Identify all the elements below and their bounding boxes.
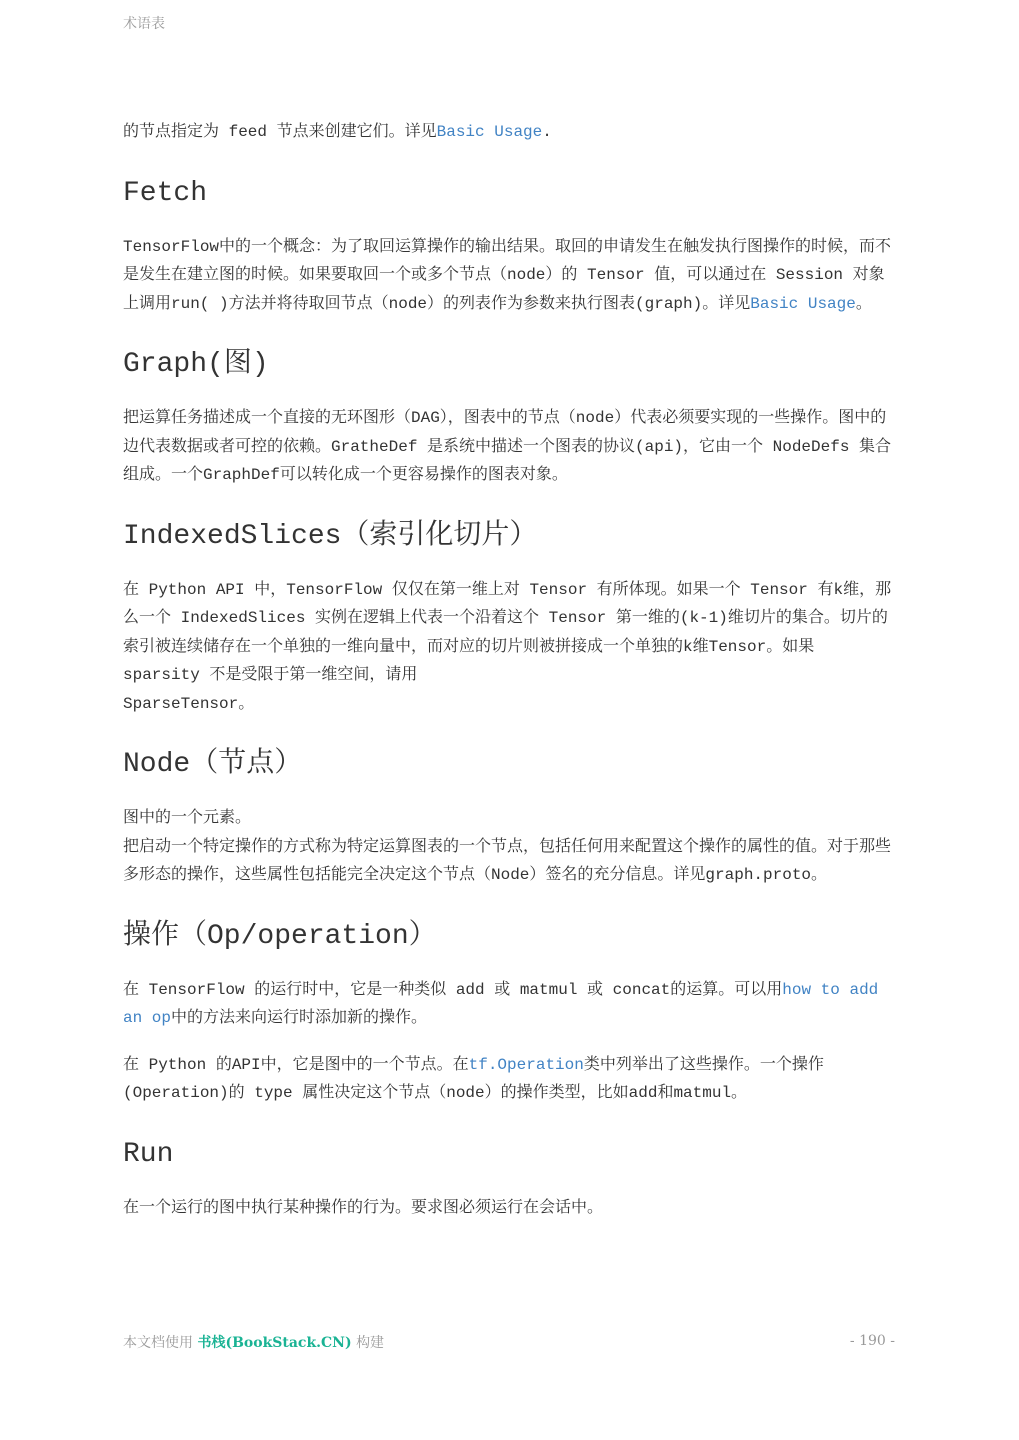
fetch-basic-usage-link[interactable]: Basic Usage: [750, 294, 856, 313]
page-number: - 190 -: [849, 1333, 895, 1349]
how-to-add-an-op-link[interactable]: how to add an op: [123, 980, 879, 1027]
fetch-heading: Fetch: [123, 177, 208, 209]
node-definition-line: 图中的一个元素。: [123, 809, 252, 827]
intro-paragraph: 的节点指定为 feed 节点来创建它们。详见Basic Usage.: [123, 123, 552, 141]
indexedslices-paragraph: 在 Python API 中，TensorFlow 仅仅在第一维上对 Tensor 有所体现。如果一个 Tensor 有k维，那么一个 IndexedSlices 实例在逻辑上代表一个沿着这个 Tensor 第一维的(k-1)维切片的集合。切片的索引被连续储存在一个单独的一维向量中，而对应的切片则被拼接成一个单独的k维Tensor。如果 sparsity 不是受限于第一维空间，请用: [123, 580, 892, 684]
graph-heading: Graph(图): [123, 349, 269, 380]
graph-paragraph: 把运算任务描述成一个直接的无环图形（DAG），图表中的节点（node）代表必须要实现的一些操作。图中的边代表数据或者可控的依赖。GratheDef 是系统中描述一个图表的协议(api)，它由一个 NodeDefs 集合组成。一个GraphDef可以转化成一个更容易操作的图表对象。: [123, 409, 892, 484]
node-heading: Node（节点）: [123, 749, 303, 780]
run-heading: Run: [123, 1138, 174, 1170]
fetch-paragraph: TensorFlow中的一个概念：为了取回运算操作的输出结果。取回的申请发生在触发执行图操作的时候，而不是发生在建立图的时候。如果要取回一个或多个节点（node）的 Tensor 值，可以通过在 Session 对象上调用run( )方法并将待取回节点（node）的列表作为参数来执行图表(graph)。详见Basic Usage。: [123, 237, 892, 313]
document-body: [123, 118, 898, 1240]
bookstack-brand-link[interactable]: 书栈(BookStack.CN): [197, 1335, 352, 1351]
operation-heading: 操作（Op/operation）: [123, 920, 437, 952]
run-paragraph: 在一个运行的图中执行某种操作的行为。要求图必须运行在会话中。: [123, 1198, 604, 1217]
indexedslices-heading: IndexedSlices（索引化切片）: [123, 520, 538, 552]
operation-paragraph-python: 在 Python 的API中，它是图中的一个节点。在tf.Operation类中列举出了这些操作。一个操作(Operation)的 type 属性决定这个节点（node）的操作类型，比如add和matmul。: [123, 1055, 824, 1102]
running-header: 术语表: [123, 16, 165, 32]
footer-credit: 本文档使用 书栈(BookStack.CN) 构建: [123, 1335, 385, 1351]
operation-paragraph-runtime: 在 TensorFlow 的运行时中，它是一种类似 add 或 matmul 或 concat的运算。可以用how to add an op中的方法来向运行时添加新的操作。: [123, 980, 879, 1027]
basic-usage-link[interactable]: Basic Usage: [436, 123, 543, 141]
node-paragraph: 把启动一个特定操作的方式称为特定运算图表的一个节点，包括任何用来配置这个操作的属性的值。对于那些多形态的操作，这些属性包括能完全决定这个节点（Node）签名的充分信息。详见graph.proto。: [123, 837, 892, 884]
tf-operation-link[interactable]: tf.Operation: [468, 1055, 584, 1074]
indexedslices-sparsetensor-line: SparseTensor。: [123, 694, 255, 713]
